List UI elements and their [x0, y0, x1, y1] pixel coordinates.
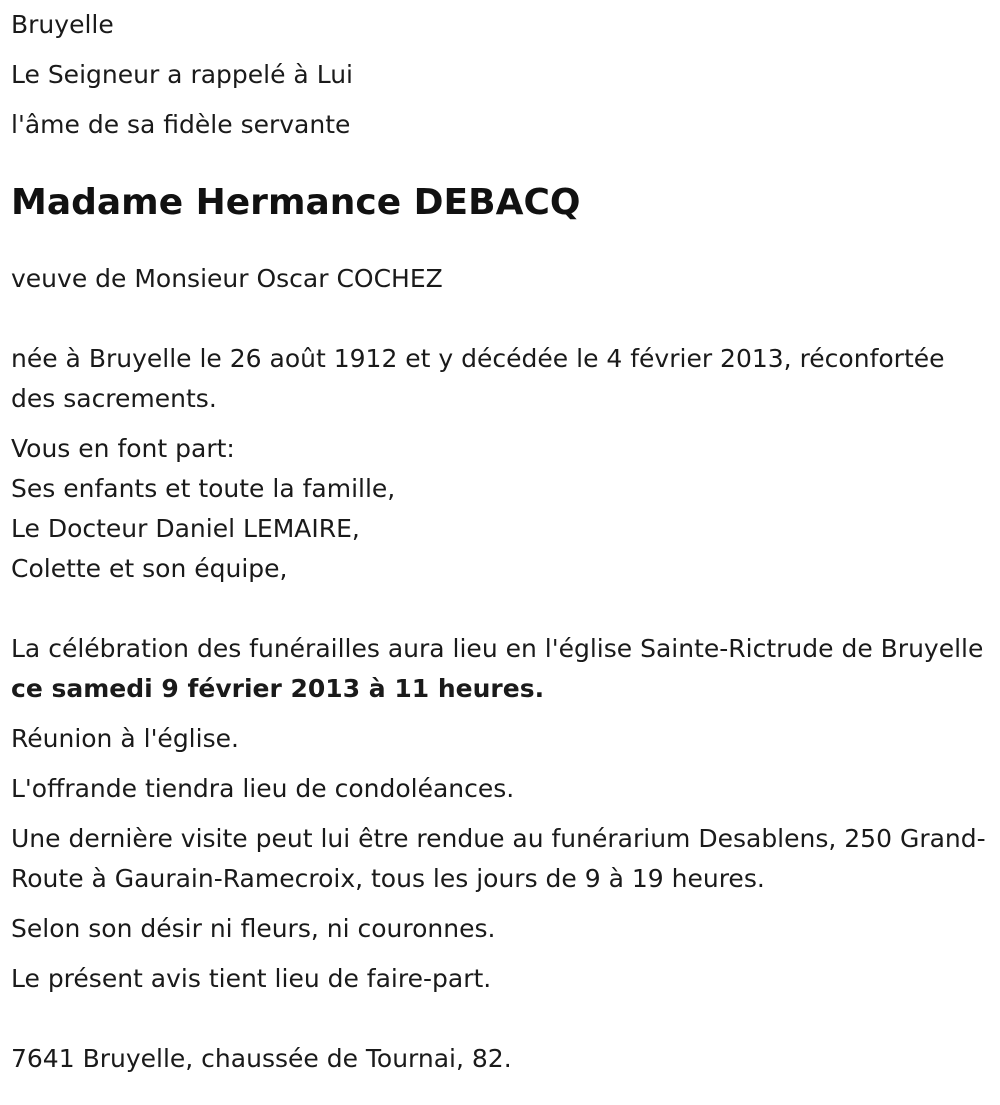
intro-line-2: l'âme de sa fidèle servante — [11, 110, 351, 139]
deceased-name: Madame Hermance DEBACQ — [11, 182, 581, 223]
visit-paragraph: Une dernière visite peut lui être rendue au funérarium Desablens, 250 Grand-Route à Gaurain-Ramecroix, tous les jours de 9 à 19 heures. — [11, 824, 986, 893]
announcer-line: Ses enfants et toute la famille, — [11, 474, 396, 503]
spouse-line: veuve de Monsieur Oscar COCHEZ — [11, 264, 443, 293]
meeting-line: Réunion à l'église. — [11, 724, 239, 753]
intro-line-1: Le Seigneur a rappelé à Lui — [11, 60, 353, 89]
flowers-line: Selon son désir ni fleurs, ni couronnes. — [11, 914, 496, 943]
ceremony-date: ce samedi 9 février 2013 à 11 heures. — [11, 674, 545, 703]
birth-death-paragraph: née à Bruyelle le 26 août 1912 et y décédée le 4 février 2013, réconfortée des sacrements. — [11, 344, 945, 413]
address-line: 7641 Bruyelle, chaussée de Tournai, 82. — [11, 1044, 512, 1073]
ceremony-paragraph — [11, 629, 986, 709]
place-line: Bruyelle — [11, 10, 114, 39]
notice-note-line: Le présent avis tient lieu de faire-part. — [11, 964, 492, 993]
offering-line: L'offrande tiendra lieu de condoléances. — [11, 774, 515, 803]
announce-title: Vous en font part: — [11, 434, 235, 463]
announcers-block — [11, 429, 986, 589]
obituary-notice — [11, 5, 986, 1079]
announcer-line: Le Docteur Daniel LEMAIRE, — [11, 514, 360, 543]
ceremony-text: La célébration des funérailles aura lieu en l'église Sainte-Rictrude de Bruyelle — [11, 634, 984, 663]
announcer-line: Colette et son équipe, — [11, 554, 288, 583]
